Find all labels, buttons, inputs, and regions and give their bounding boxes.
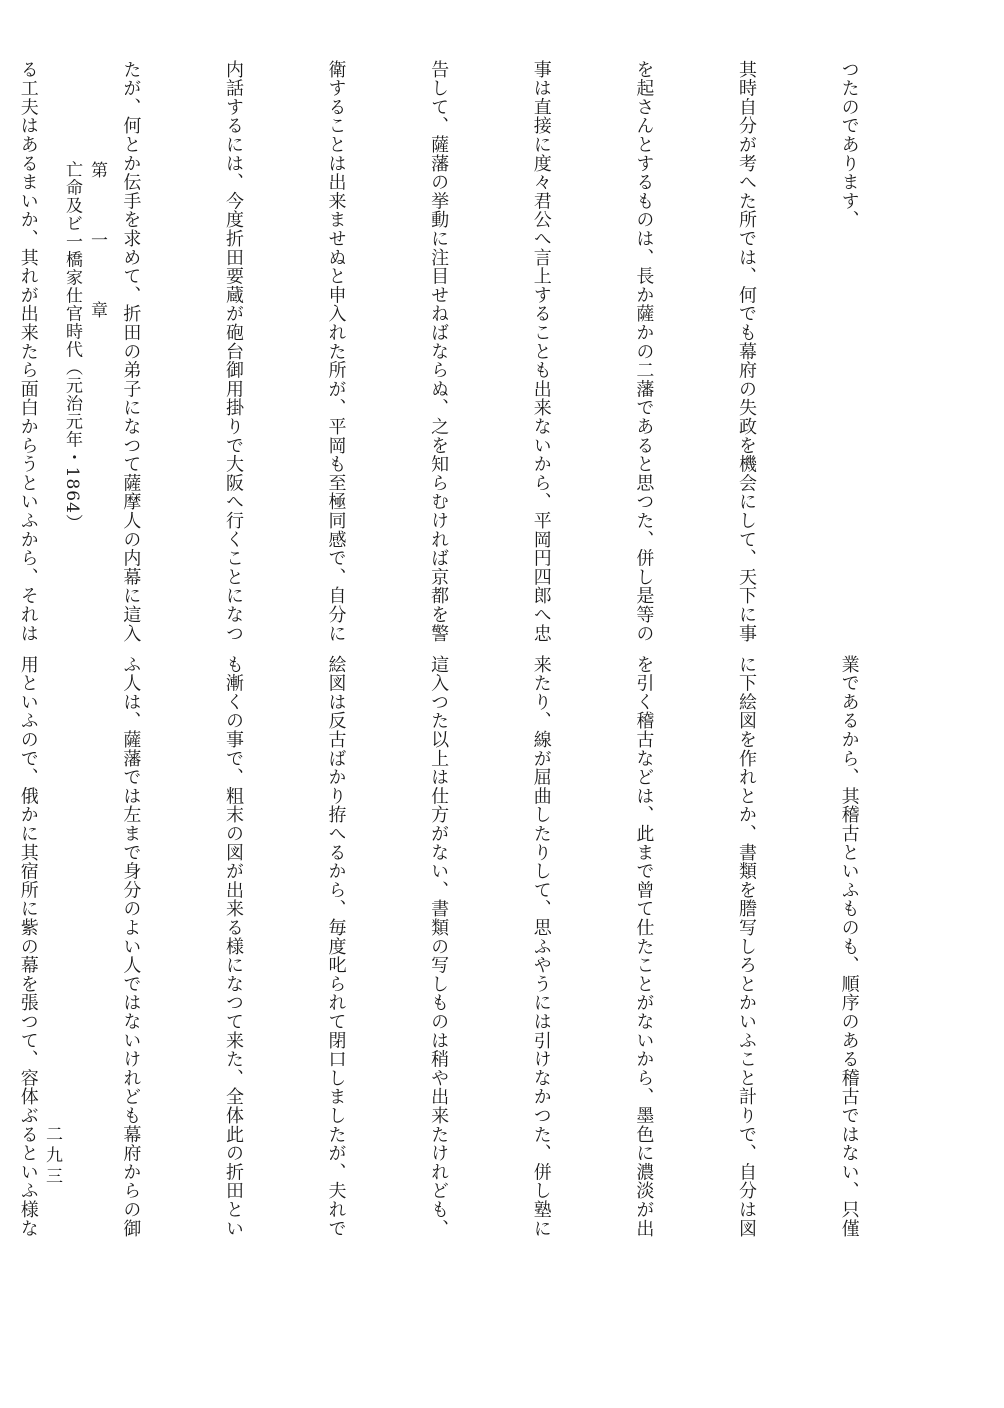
- text-line: る工夫はあるまいか、其れが出来たら面白からうといふから、それは: [17, 60, 39, 643]
- text-line: を引く稽古などは、此まで曾て仕たことがないから、墨色に濃淡が出: [633, 655, 655, 1238]
- text-line: ふ人は、薩藩では左まで身分のよい人ではないけれども幕府からの御: [120, 655, 142, 1238]
- text-line: に下絵図を作れとか、書類を謄写しろとかいふこと計りで、自分は図: [735, 655, 757, 1238]
- text-line: 業であるから、其稽古といふものも、順序のある稽古ではない、只僅: [838, 655, 860, 1238]
- text-line: 用といふので、俄かに其宿所に紫の幕を張つて、容体ぶるといふ様な: [17, 655, 39, 1238]
- text-line: つたのであります、: [838, 60, 860, 230]
- text-line: 事は直接に度々君公へ言上することも出来ないから、平岡円四郎へ忠: [530, 60, 552, 643]
- text-line: 絵図は反古ばかり拵へるから、毎度叱られて閉口しましたが、夫れで: [325, 655, 347, 1238]
- chapter-label: 第 一 章: [87, 160, 107, 336]
- text-line: も漸くの事で、粗末の図が出来る様になつて来た、全体此の折田とい: [222, 655, 244, 1238]
- text-line: たが、何とか伝手を求めて、折田の弟子になつて薩摩人の内幕に這入: [120, 60, 142, 643]
- text-line: 内話するには、今度折田要蔵が砲台御用掛りで大阪へ行くことになつ: [222, 60, 244, 643]
- text-line: 其時自分が考へた所では、何でも幕府の失政を機会にして、天下に事: [735, 60, 757, 643]
- text-line: 来たり、線が屈曲したりして、思ふやうには引けなかつた、併し塾に: [530, 655, 552, 1238]
- text-line: 衛することは出来ませぬと申入れた所が、平岡も至極同感で、自分に: [325, 60, 347, 643]
- page-number: 二九三: [42, 1125, 62, 1188]
- chapter-title: 亡命及ビ一橋家仕官時代（元治元年・1864）: [62, 160, 82, 532]
- text-line: を起さんとするものは、長か薩かの二藩であると思つた、併し是等の: [633, 60, 655, 643]
- text-line: 告して、薩藩の挙動に注目せねばならぬ、之を知らむければ京都を警: [428, 60, 450, 643]
- running-head: [40, 135, 130, 532]
- text-line: 這入つた以上は仕方がない、書類の写しものは稍や出来たけれども、: [428, 655, 450, 1238]
